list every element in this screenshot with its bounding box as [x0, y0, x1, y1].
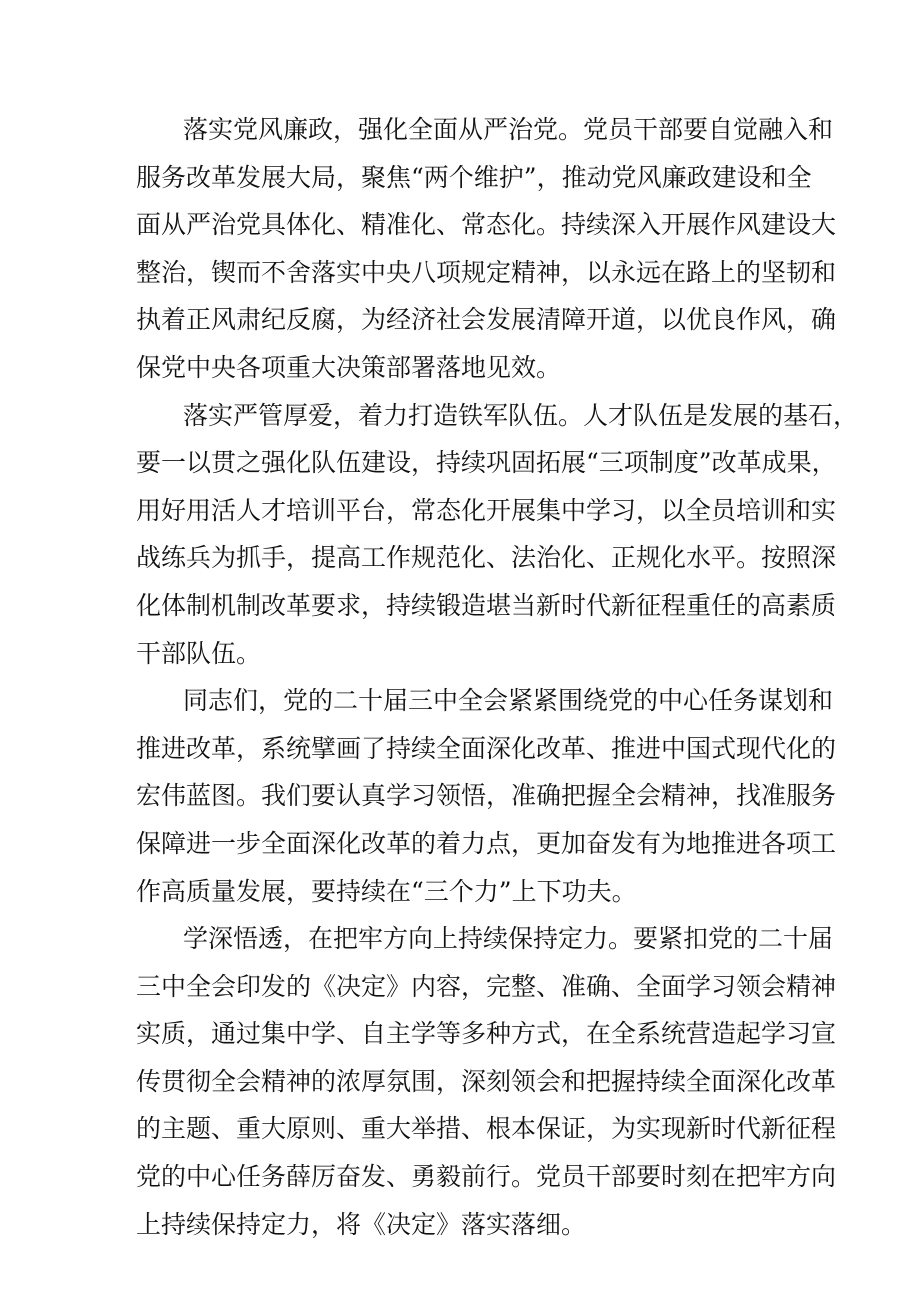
text-line: 宏伟蓝图。我们要认真学习领悟，准确把握全会精神，找准服务 — [136, 781, 837, 811]
text-line: 整治，锲而不舍落实中央八项规定精神，以永远在路上的坚韧和 — [136, 257, 837, 287]
text-line: 作高质量发展，要持续在“三个力”上下功夫。 — [136, 876, 637, 906]
text-line: 传贯彻全会精神的浓厚氛围，深刻领会和把握持续全面深化改革 — [136, 1066, 837, 1096]
text-line: 学深悟透，在把牢方向上持续保持定力。要紧扣党的二十届 — [183, 924, 834, 954]
text-line: 上持续保持定力，将《决定》落实落细。 — [136, 1209, 587, 1239]
text-line: 的主题、重大原则、重大举措、根本保证，为实现新时代新征程 — [136, 1114, 837, 1144]
text-line: 落实党风廉政，强化全面从严治党。党员干部要自觉融入和 — [183, 115, 834, 144]
text-line: 实质，通过集中学、自主学等多种方式，在全系统营造起学习宣 — [136, 1019, 837, 1049]
text-line: 推进改革，系统擘画了持续全面深化改革、推进中国式现代化的 — [136, 733, 837, 763]
text-line: 落实严管厚爱，着力打造铁军队伍。人才队伍是发展的基石， — [183, 400, 859, 430]
text-line: 服务改革发展大局，聚焦“两个维护”，推动党风廉政建设和全 — [136, 162, 812, 192]
text-line: 保党中央各项重大决策部署落地见效。 — [136, 352, 562, 382]
text-line: 三中全会印发的《决定》内容，完整、准确、全面学习领会精神 — [136, 971, 837, 1001]
document-body — [136, 106, 859, 1248]
text-line: 面从严治党具体化、精准化、常态化。持续深入开展作风建设大 — [136, 210, 837, 240]
paragraph-study-direction — [136, 915, 837, 1248]
paragraph-plenary-session — [136, 677, 837, 915]
text-line: 党的中心任务薛厉奋发、勇毅前行。党员干部要时刻在把牢方向 — [136, 1162, 837, 1192]
text-line: 要一以贯之强化队伍建设，持续巩固拓展“三项制度”改革成果， — [136, 448, 837, 478]
text-line: 执着正风肃纪反腐，为经济社会发展清障开道，以优良作风，确 — [136, 305, 837, 335]
paragraph-team-building — [136, 392, 859, 678]
text-line: 干部队伍。 — [136, 638, 262, 668]
text-line: 用好用活人才培训平台，常态化开展集中学习，以全员培训和实 — [136, 495, 837, 525]
text-line: 保障进一步全面深化改革的着力点，更加奋发有为地推进各项工 — [136, 828, 837, 858]
paragraph-party-conduct — [136, 106, 837, 392]
text-line: 化体制机制改革要求，持续锻造堪当新时代新征程重任的高素质 — [136, 590, 837, 620]
text-line: 同志们，党的二十届三中全会紧紧围绕党的中心任务谋划和 — [183, 686, 834, 716]
text-line: 战练兵为抓手，提高工作规范化、法治化、正规化水平。按照深 — [136, 543, 837, 573]
